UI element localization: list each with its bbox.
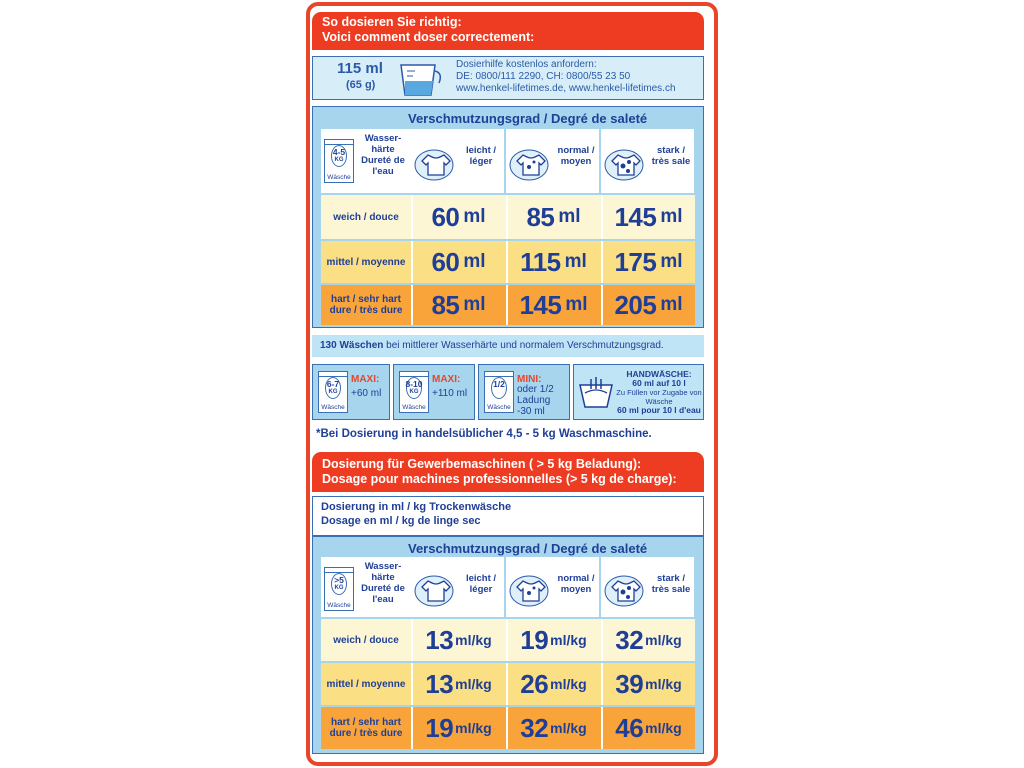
pro-subtitle-de: Dosierung in ml / kg Trockenwäsche <box>321 501 512 513</box>
load-box-maxi-6-7: 6-7 KG Wäsche MAXI: +60 ml <box>312 364 390 420</box>
row-label: weich / douce <box>333 211 399 223</box>
dosage-cell: 85 ml <box>411 285 504 325</box>
washes-count: 130 Wäschen <box>320 340 384 351</box>
dosage-cell: 60 ml <box>411 195 504 239</box>
cup-amount: 115 ml <box>337 60 383 77</box>
shirt-normal-icon <box>509 569 553 609</box>
cup-contact-text <box>456 59 676 95</box>
cup-line: www.henkel-lifetimes.de, www.henkel-lifetimes.ch <box>456 83 676 94</box>
table-row <box>321 619 695 661</box>
soil-level-title: Verschmutzungsgrad / Degré de saleté <box>408 111 648 126</box>
water-hardness-header <box>321 129 411 193</box>
dosage-cell: 13 ml/kg <box>411 663 504 705</box>
dosage-cell: 115 ml <box>506 241 599 283</box>
dosage-table-household <box>312 106 704 328</box>
measuring-cup-info <box>312 56 704 100</box>
dosage-cell: 19 ml/kg <box>506 619 599 661</box>
shirt-light-icon <box>414 569 458 609</box>
professional-header <box>312 452 704 492</box>
dosage-cell: 13 ml/kg <box>411 619 504 661</box>
shirt-heavy-icon <box>604 569 648 609</box>
cup-line: DE: 0800/111 2290, CH: 0800/55 23 50 <box>456 71 631 82</box>
shirt-light-icon <box>414 143 458 183</box>
washes-info-text: bei mittlerer Wasserhärte und normalem Verschmutzungsgrad. <box>383 340 664 351</box>
table-row <box>321 285 695 325</box>
table-row <box>321 195 695 239</box>
dosage-cell: 46 ml/kg <box>601 707 694 749</box>
dosage-cell: 175 ml <box>601 241 694 283</box>
dosage-header-fr: Voici comment doser correctement: <box>322 30 535 44</box>
professional-subtitle <box>312 496 704 536</box>
dosage-cell: 19 ml/kg <box>411 707 504 749</box>
handwash-basin-icon <box>577 373 615 413</box>
table-header-row <box>321 557 695 617</box>
table-row <box>321 241 695 283</box>
shirt-heavy-icon <box>604 143 648 183</box>
dosage-cell: 85 ml <box>506 195 599 239</box>
footnote: *Bei Dosierung in handelsüblicher 4,5 - 5 kg Waschmaschine. <box>316 428 652 440</box>
dosage-cell: 145 ml <box>506 285 599 325</box>
dosage-cell: 60 ml <box>411 241 504 283</box>
soil-level-title: Verschmutzungsgrad / Degré de saleté <box>408 541 648 556</box>
row-label: weich / douce <box>333 634 399 646</box>
dosage-cell: 32 ml/kg <box>601 619 694 661</box>
professional-header-fr: Dosage pour machines professionnelles (> 5 kg de charge): <box>322 472 677 486</box>
professional-header-de: Dosierung für Gewerbemaschinen ( > 5 kg Beladung): <box>322 457 642 471</box>
handwash-text: HANDWÄSCHE: 60 ml auf 10 l Zu Füllen vor Zugabe von Wäsche 60 ml pour 10 l d'eau <box>616 369 702 415</box>
water-hardness-header <box>321 557 411 617</box>
row-label: hart / sehr hart dure / très dure <box>329 294 403 316</box>
dosage-table-professional <box>312 536 704 754</box>
washes-info-strip <box>312 335 704 357</box>
row-label: mittel / moyenne <box>326 678 406 690</box>
handwash-box <box>573 364 704 420</box>
table-row <box>321 663 695 705</box>
column-light: leicht / léger <box>411 129 504 193</box>
dosage-cell: 39 ml/kg <box>601 663 694 705</box>
cup-grams: (65 g) <box>346 79 376 91</box>
water-hardness-label: Wasser-härte Dureté de l'eau <box>361 133 405 177</box>
cup-line: Dosierhilfe kostenlos anfordern: <box>456 59 597 70</box>
shirt-normal-icon <box>509 143 553 183</box>
measuring-cup-icon <box>395 61 445 97</box>
pro-subtitle-fr: Dosage en ml / kg de linge sec <box>321 515 481 527</box>
column-heavy: stark / très sale <box>601 129 694 193</box>
column-normal: normal / moyen <box>506 557 599 617</box>
column-light: leicht / léger <box>411 557 504 617</box>
dosage-cell: 205 ml <box>601 285 694 325</box>
column-heavy: stark / très sale <box>601 557 694 617</box>
load-size-icon: 4-5 KG Wäsche <box>324 139 354 183</box>
dosage-cell: 145 ml <box>601 195 694 239</box>
water-hardness-label: Wasser-härte Dureté de l'eau <box>361 561 405 605</box>
load-box-maxi-8-10: 8-10 KG Wäsche MAXI: +110 ml <box>393 364 475 420</box>
dosage-header <box>312 12 704 50</box>
load-size-icon: >5 KG Wäsche <box>324 567 354 611</box>
load-box-mini: 1/2 Wäsche MINI: oder 1/2 Ladung -30 ml <box>478 364 570 420</box>
load-size-icon: 8-10 KG Wäsche <box>399 371 429 413</box>
table-row <box>321 707 695 749</box>
dosage-cell: 26 ml/kg <box>506 663 599 705</box>
table-header-row <box>321 129 695 193</box>
dosage-cell: 32 ml/kg <box>506 707 599 749</box>
column-normal: normal / moyen <box>506 129 599 193</box>
row-label: hart / sehr hart dure / très dure <box>329 717 403 739</box>
load-size-icon: 6-7 KG Wäsche <box>318 371 348 413</box>
row-label: mittel / moyenne <box>326 256 406 268</box>
dosage-header-de: So dosieren Sie richtig: <box>322 15 462 29</box>
load-size-icon: 1/2 Wäsche <box>484 371 514 413</box>
